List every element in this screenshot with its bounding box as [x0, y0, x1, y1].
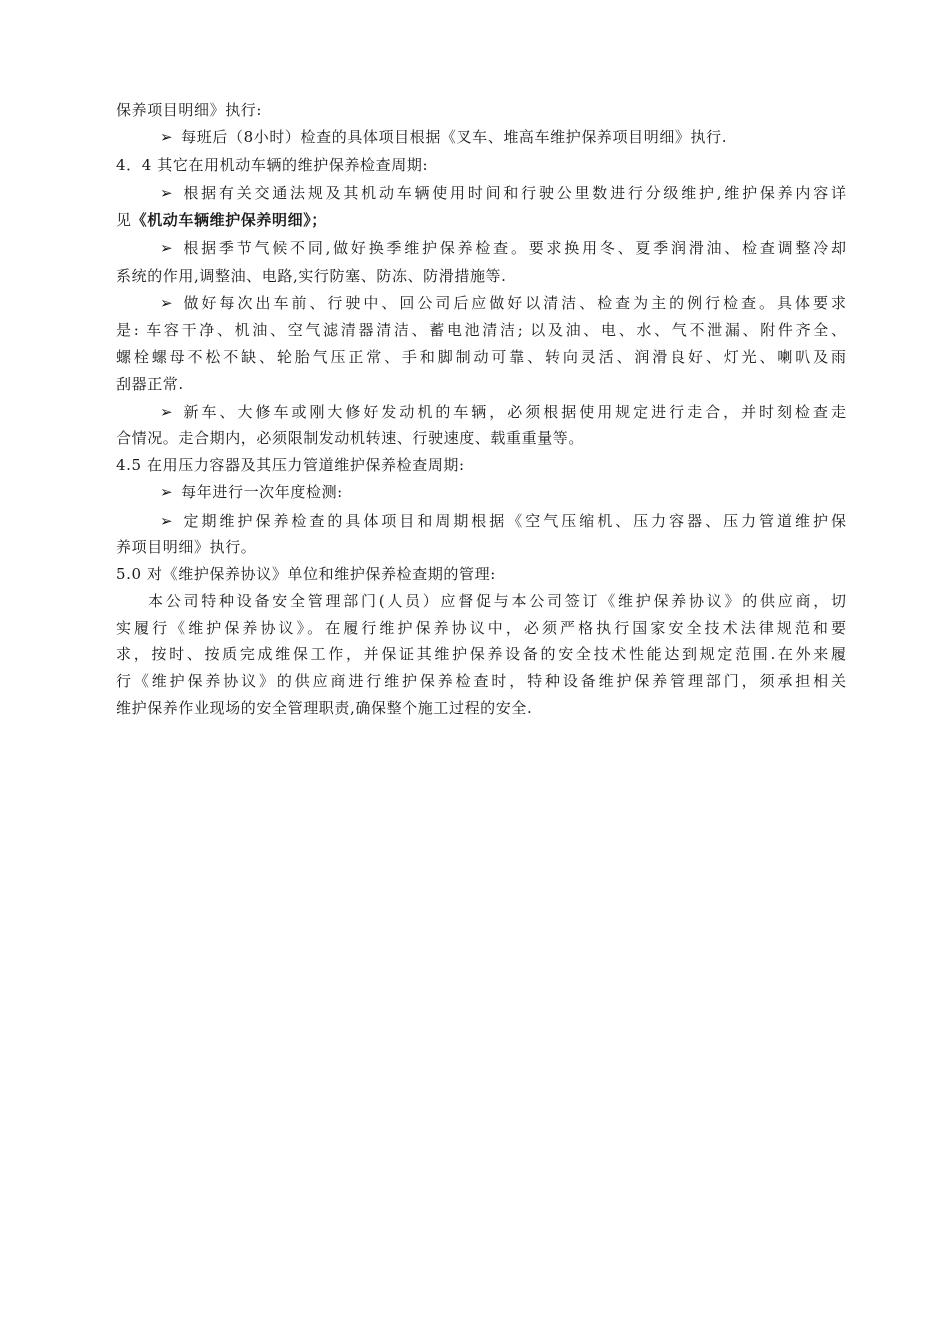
- bullet-item: ➢ 根据季节气候不同,做好换季维护保养检查。要求换用冬、夏季润滑油、检查调整冷却: [160, 239, 846, 257]
- arrow-bullet-icon: ➢: [160, 239, 173, 257]
- bullet-item: ➢ 根据有关交通法规及其机动车辆使用时间和行驶公里数进行分级维护,维护保养内容详: [160, 184, 846, 202]
- section-heading-5-0: 5.0 对《维护保养协议》单位和维护保养检查期的管理:: [116, 565, 496, 583]
- text-line: 合情况。走合期内，必须限制发动机转速、行驶速度、载重重量等。: [116, 429, 585, 447]
- section-heading-4-5: 4.5 在用压力容器及其压力管道维护保养检查周期:: [116, 456, 465, 474]
- arrow-bullet-icon: ➢: [160, 403, 173, 421]
- text-line: 保养项目明细》执行:: [116, 101, 263, 119]
- bullet-item: ➢ 新车、大修车或刚大修好发动机的车辆，必须根据使用规定进行走合，并时刻检查走: [160, 403, 846, 421]
- text-line: 刮器正常.: [116, 375, 184, 393]
- arrow-bullet-icon: ➢: [160, 512, 173, 530]
- text-line: 系统的作用,调整油、电路,实行防塞、防冻、防滑措施等.: [116, 267, 507, 285]
- text-line: 是: 车容干净、机油、空气滤清器清洁、蓄电池清洁; 以及油、电、水、气不泄漏、附件齐全、: [116, 321, 846, 339]
- arrow-bullet-icon: ➢: [160, 184, 173, 202]
- paragraph-line: 行《维护保养协议》的供应商进行维护保养检查时，特种设备维护保养管理部门，须承担相关: [116, 672, 846, 690]
- text-line: 见《机动车辆维护保养明细》；: [116, 211, 327, 229]
- paragraph-line: 本公司特种设备安全管理部门(人员）应督促与本公司签订《维护保养协议》的供应商，切: [148, 592, 846, 610]
- bullet-item: ➢ 做好每次出车前、行驶中、回公司后应做好以清洁、检查为主的例行检查。具体要求: [160, 294, 846, 312]
- bullet-item: ➢ 每班后（8小时）检查的具体项目根据《叉车、堆高车维护保养项目明细》执行.: [160, 128, 728, 146]
- text-line: 养项目明细》执行。: [116, 538, 257, 556]
- arrow-bullet-icon: ➢: [160, 128, 174, 146]
- bullet-item: ➢ 定期维护保养检查的具体项目和周期根据《空气压缩机、压力容器、压力管道维护保: [160, 512, 846, 530]
- text-line: 螺栓螺母不松不缺、轮胎气压正常、手和脚制动可靠、转向灵活、润滑良好、灯光、喇叭及雨: [116, 348, 846, 366]
- arrow-bullet-icon: ➢: [160, 483, 174, 501]
- paragraph-line: 实履行《维护保养协议》。在履行维护保养协议中，必须严格执行国家安全技术法律规范和要: [116, 619, 846, 637]
- bold-reference: 《机动车辆维护保养明细》；: [131, 211, 327, 229]
- arrow-bullet-icon: ➢: [160, 294, 173, 312]
- bullet-item: ➢ 每年进行一次年度检测:: [160, 483, 343, 501]
- paragraph-line: 维护保养作业现场的安全管理职责,确保整个施工过程的安全.: [116, 699, 533, 717]
- section-heading-4-4: 4．4 其它在用机动车辆的维护保养检查周期:: [116, 156, 429, 174]
- paragraph-line: 求，按时、按质完成维保工作，并保证其维护保养设备的安全技术性能达到规定范围.在外来履: [116, 645, 846, 663]
